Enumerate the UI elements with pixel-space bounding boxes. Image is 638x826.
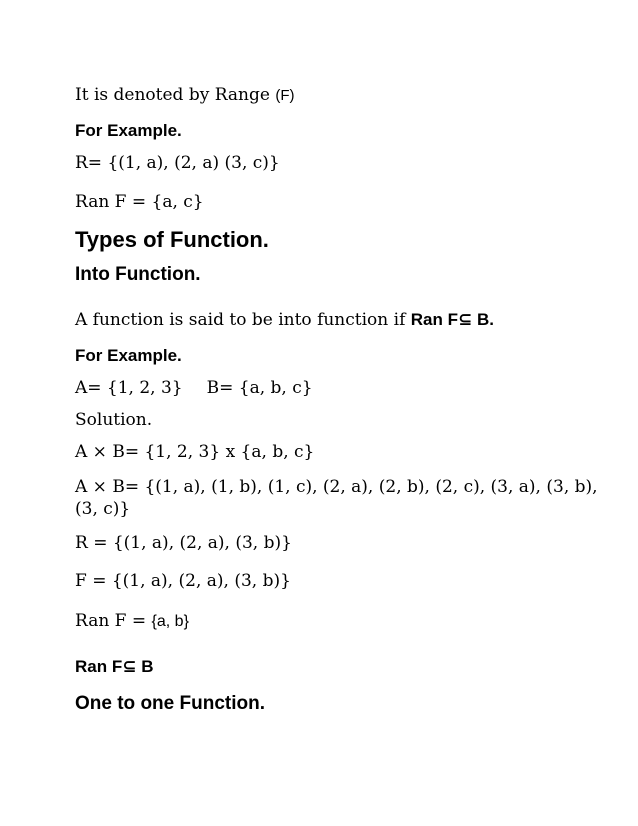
for-example-label-1: For Example. xyxy=(75,121,182,140)
types-of-function-heading: Types of Function. xyxy=(75,227,269,252)
solution-label: Solution. xyxy=(75,410,153,430)
into-definition-text: A function is said to be into function if xyxy=(75,310,406,330)
for-example-label-2: For Example. xyxy=(75,346,182,365)
function-f-line: F = {(1, a), (2, a), (3, b)} xyxy=(75,571,291,591)
cartesian-product-line-2: A × B= {(1, a), (1, b), (1, c), (2, a), (2, b), (2, c), (3, a), (3, b), xyxy=(75,477,598,497)
set-b: B= {a, b, c} xyxy=(206,378,313,398)
denoted-arg: (F) xyxy=(275,87,295,104)
sets-line xyxy=(75,377,313,399)
cartesian-product-line-1: A × B= {1, 2, 3} x {a, b, c} xyxy=(75,442,315,462)
cartesian-product-line-2-continued: (3, c)} xyxy=(75,499,131,519)
subset-statement: Ran F⊆ B xyxy=(75,657,154,676)
relation-r-example-1: R= {(1, a), (2, a) (3, c)} xyxy=(75,153,280,173)
set-a: A= {1, 2, 3} xyxy=(75,378,183,398)
relation-r-example-2: R = {(1, a), (2, a), (3, b)} xyxy=(75,533,292,553)
denoted-text: It is denoted by Range xyxy=(75,85,270,105)
into-definition-condition: Ran F⊆ B. xyxy=(410,310,494,329)
range-f-value: {a, b} xyxy=(151,613,189,630)
into-function-definition xyxy=(75,309,494,331)
one-to-one-function-heading: One to one Function. xyxy=(75,693,265,714)
range-f-example-1: Ran F = {a, c} xyxy=(75,192,204,212)
range-f-prefix: Ran F = xyxy=(75,611,152,631)
into-function-heading: Into Function. xyxy=(75,264,201,285)
denoted-line xyxy=(75,84,295,107)
range-f-example-2 xyxy=(75,610,189,633)
